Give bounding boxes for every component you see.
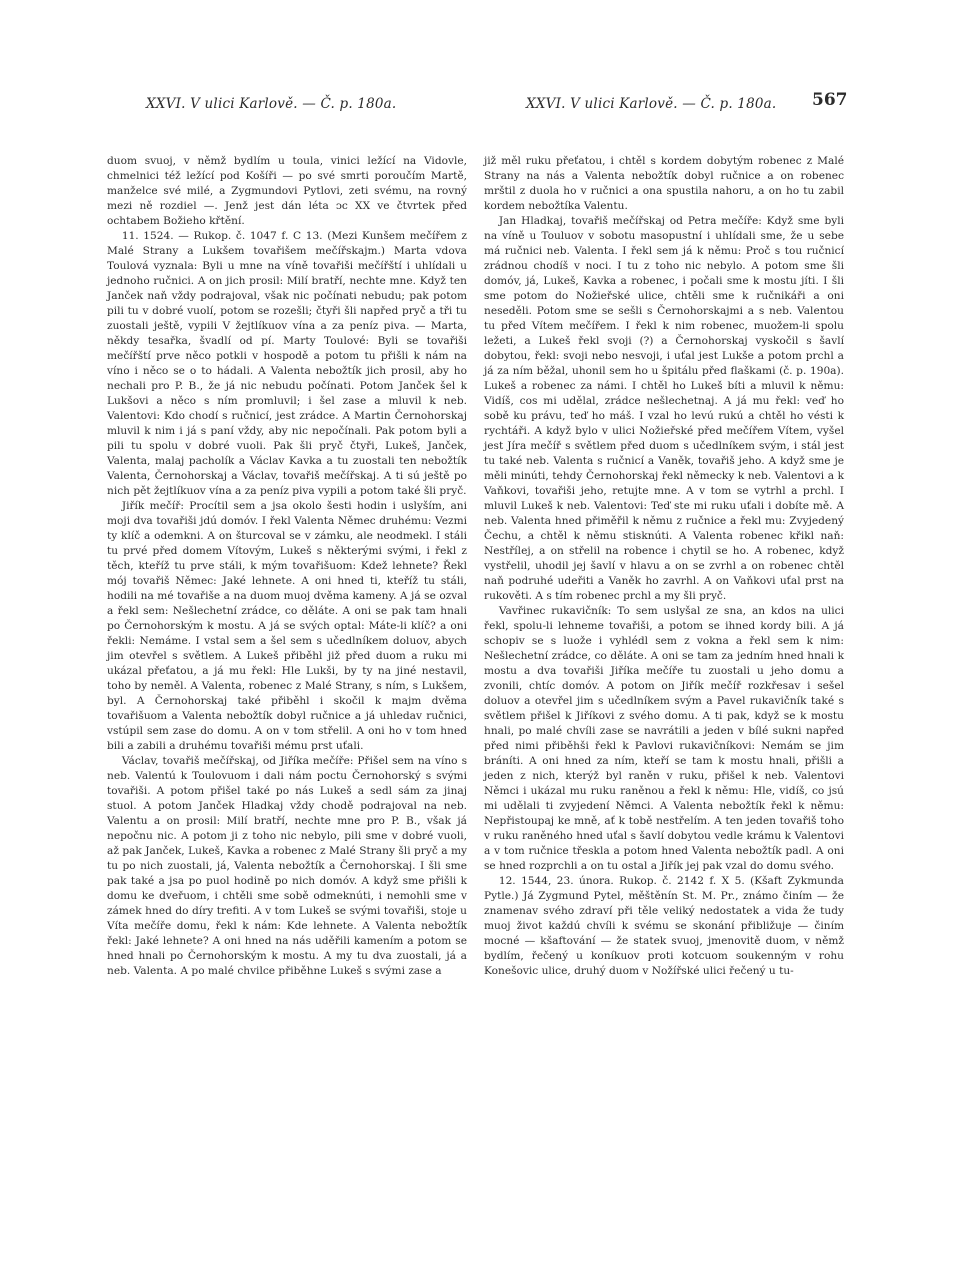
paragraph: Vavřinec rukavičník: To sem uslyšal ze sna, an kdos na ulici řekl, spolu-li lehneme tovařiši, a potom se ihned kordy bili. A já schopiv se s luože i vyhlédl sem z vokna a řekl sem k nim: Nešlechetní zrádce, co děláte. A oni se tam za jedním hned hnali k mostu a dva tovařiši Jiříka mečíře tu zuostali u jeho domu a zvonili, chtíc domóv. A potom on Jiřík mečíř rozkřesav i sešel doluov a otevřel jim s učedlníkem svým a Pavel rukavičník také s světlem přišel k Jiříkovi z svého domu. A ti pak, když se k mostu hnali, po malé chvíli zase se navrátili a jeden v bílé sukni napřed před nimi přiběhši řekl k Pavlovi rukavičníkovi: Nemám se jim bráníti. A oni hned za ním, kteří se tam k mostu hnali, přišli a jeden z nich, kterýž byl raněn v ruku, přišel k neb. Valentovi Němci i ukázal mu ruku raněnou a řekl k němu: Hle, vidíš, co jsú mi udělali ti zvyjedení Němci. A Valenta nebožtík řekl k němu: Nepřistoupaj ke mně, ať k tobě nestřelím. A ten jeden tovařiš toho v ruku raněného hned uťal s šavlí dobytou vedle krámu k Valentovi a v tom ručnice třeskla a potom hned Valenta nebožtík padl. A oni se hned rozprchli a on tu ostal a Jiřík jej pak vzal do domu svého. xyxy=(484,605,844,872)
paragraph: Václav, tovařiš mečířskaj, od Jiříka mečíře: Přišel sem na víno s neb. Valentú k Toulovuom i dali nám poctu Černohorský s svými tovařiši. A potom přišel také po nás Lukeš a sedl sám za jinaj stuol. A potom Janček Hladkaj vždy chodě podrajoval na neb. Valentu a on prosil: Milí bratří, nechte mne pro P. B., však já nepočnu nic. A potom ji z toho nic nebylo, pili sme v dobré vuoli, až pak Janček, Lukeš, Kavka a robenec z Malé Strany šli pryč a my tu po nich zuostali, já, Valenta nebožtík a Černohorskaj. I šli sme pak také a jsa po puol hodině po nich domóv. A když sme přišli k domu ke dveřuom, i chtěli sme sobě odmeknúti, i nemohli sme v zámek hned do díry trefiti. A v tom Lukeš se svými tovařiši, stoje u Víta mečíře domu, řekl k nám: Kde lehnete. A Valenta nebožtík řekl: Jaké lehnete? A oni hned na nás uděřili kamením a potom se hned hnali po Černohorským k mostu. A my tu dva zuostali, já a neb. Valenta. A po malé chvilce přiběhne Lukeš s svými zase a xyxy=(107,755,467,977)
running-header-right: XXVI. V ulici Karlově. — Č. p. 180a. xyxy=(526,96,777,112)
paragraph: Jan Hladkaj, tovařiš mečířskaj od Petra mečíře: Když sme byli na víně u Touluov v sobotu masopustní i uhlídali sme, že u sebe má ručnici neb. Valenta. I řekl sem já k němu: Proč s tou ručnicí zrádnou chodíš v noci. I tu z toho nic nebylo. A potom sme šli domóv, já, Lukeš, Kavka a robenec, i počali sme k mostu jíti. I šli sme potom do Nožieřské ulice, chtěli sme k ručnikáři a oni neseděli. Potom sme se sešli s Černohorskajmi a s neb. Valentou tu před Vítem mečířem. I řekl k nim robenec, muožem-li spolu ležeti, a Lukeš řekl svoji (?) a Černohorskaj vyskočil s šavlí dobytou, řekl: svoji nebo nesvoji, i uťal jest Lukše a potom prchl a já za ním běžal, uhonil sem ho u špitálu před flaškami (č. p. 190a). Lukeš a robenec za námi. I chtěl ho Lukeš bíti a mluvil k němu: Vidíš, cos mi udělal, zrádce nešlechetnaj. A já mu řekl: veď ho sobě ku právu, teď ho máš. I vzal ho levú rukú a chtěl ho vésti k rychtáři. A když bylo v ulici Nožieřské před mečířem Vítem, vyšel jest Jíra mečíř s světlem před duom s učedlníkem svým, i stál jest tu také neb. Valenta s ručnicí a Vaněk, tovařiš jeho. A když sme je měli minúti, tehdy Černohorskaj řekl německy k neb. Valentovi a k Vaňkovi, tovařiši jeho, retujte mne. A v tom se vytrhl a prchl. I mluvil Lukeš k neb. Valentovi: Teď ste mi ruku uťali i dobíte mě. A neb. Valenta hned přiměřil k němu z ručnice a řekl mu: Zvyjedený Čechu, a chtěl k němu stisknúti. A Valenta robenec křikl naň: Nestřílej, a on střelil na robence i chytil se ho. A robenec, když vystřelil, uhodil jej šavlí v hlavu a on se zvrhl a on robenec chtěl naň podruhé udeřiti a Vaněk ho zavrhl. A on Vaňkovi uťal prst na rukověti. A s tím robenec prchl a my šli pryč. xyxy=(484,215,844,602)
paragraph: již měl ruku přeťatou, i chtěl s kordem dobytým robenec z Malé Strany na nás a Valenta nebožtík dobyl ručnice a on robenec mrštil z duola ho v ručnici a ona spustila nahoru, a on ho tu zabil kordem nebožtíka Valentu. xyxy=(484,155,844,212)
right-text-column xyxy=(484,154,844,979)
paragraph: 11. 1524. — Rukop. č. 1047 f. C 13. (Mezi Kunšem mečířem z Malé Strany a Lukšem tovařišem mečířskajm.) Marta vdova Toulová vyznala: Byli u mne na víně tovařiši mečířští i uhlídali u jednoho ručnici. A on jich prosil: Milí bratří, nechte mne. Když ten Janček naň vždy podrajoval, však nic počínati nebudu; pak potom pili tu v dobré vuolí, potom se rozešli; čtyři šli napřed pryč a tři tu zuostali ještě, vypili V žejtlíkuov vína a za peníz piva. — Marta, někdy tesařka, švadlí od pí. Marty Toulové: Byli se tovařiši mečířští prve něco potkli v hospodě a potom tu přišli k nám na víno i něco se o to hádali. A Valenta nebožtík jich prosil, aby ho nechali pro P. B., že já nic nebudu počínati. Potom Janček šel k Lukšovi a něco s ním promluvil; i šel zase a mluvil k neb. Valentovi: Kdo chodí s ručnicí, jest zrádce. A Martin Černohorskaj mluvil k nim i já s paní vždy, aby nic nepočínali. Pak potom byli a pili tu spolu v dobré vuoli. Pak šli pryč čtyři, Lukeš, Janček, Valenta, malaj pacholík a Václav Kavka a tu zuostali ten nebožtík Valenta, Černohorskaj a Václav, tovařiš mečířskaj. A ti sú ještě po nich pět žejtlíkuov vína a za peníz piva vypili a potom také šli pryč. xyxy=(107,230,467,497)
running-header-left: XXVI. V ulici Karlově. — Č. p. 180a. xyxy=(146,96,397,112)
paragraph: duom svuoj, v němž bydlím u toula, vinici ležící na Vidovle, chmelnici též ležící pod Košíři — po své smrti poroučím Martě, manželce své milé, a Zygmundovi Pytlovi, zeti svému, na rovný mezi ně rozdiel —. Jenž jest dán léta ᴐc XX ve čtvrtek před ochtabem Božieho křtění. xyxy=(107,155,467,227)
paragraph: 12. 1544, 23. února. Rukop. č. 2142 f. X 5. (Kšaft Zykmunda Pytle.) Já Zygmund Pytel, měštěnín St. M. Pr., známo činím — že znamenav svého zdraví při těle veliký nedostatek a vida že tudy muoj život každú chvíli k svému se skonání přibližuje — činím mocné — kšaftování — že statek svuoj, jmenovitě duom, v němž bydlím, řečený u koníkuov proti kotcuom soukenným v rohu Konešovic ulice, druhý duom v Nožířské ulici řečený u tu- xyxy=(484,875,844,977)
left-text-column xyxy=(107,154,467,979)
paragraph: Jiřík mečíř: Procítil sem a jsa okolo šesti hodin i uslyším, ani moji dva tovařiši jdú domóv. I řekl Valenta Němec druhému: Vezmi ty klíč a odemkni. A on šturcoval se v zámku, ale neodmekl. I stáli tu prvé před domem Vítovým, Lukeš s některými svými, i řekl z těch, kteříž tu prve stáli, k mým tovařišuom: Kdež lehnete? Řekl mój tovařiš Němec: Jaké lehnete. A oni hned ti, kteříž tu stáli, hodili na mé tovařiše a na duom muoj dvěma kameny. A já se ozval a řekl sem: Nešlechetní zrádce, co děláte. A oni se pak tam hnali po Černohorským k mostu. A já se svých optal: Máte-li klíč? a oni řekli: Nemáme. I vstal sem a šel sem s učedlníkem doluov, abych jim otevřel s světlem. A Lukeš přiběhl již před duom a ruku mi ukázal přeťatou, a já mu řekl: Hle Lukši, by ty na jiné nestavil, toho by neměl. A Valenta, robenec z Malé Strany, s ním, s Lukšem, byl. A Černohorskaj také přiběhl i skočil k majm dvěma tovařišuom a Valenta nebožtík dobyl ručnice a já uhledav ručnici, vstúpil sem zase do domu. A on v tom střelil. A oni ho v tom hned bili a zabili a druhému tovařiši mému prst uťali. xyxy=(107,500,467,752)
page-number: 567 xyxy=(812,90,848,110)
